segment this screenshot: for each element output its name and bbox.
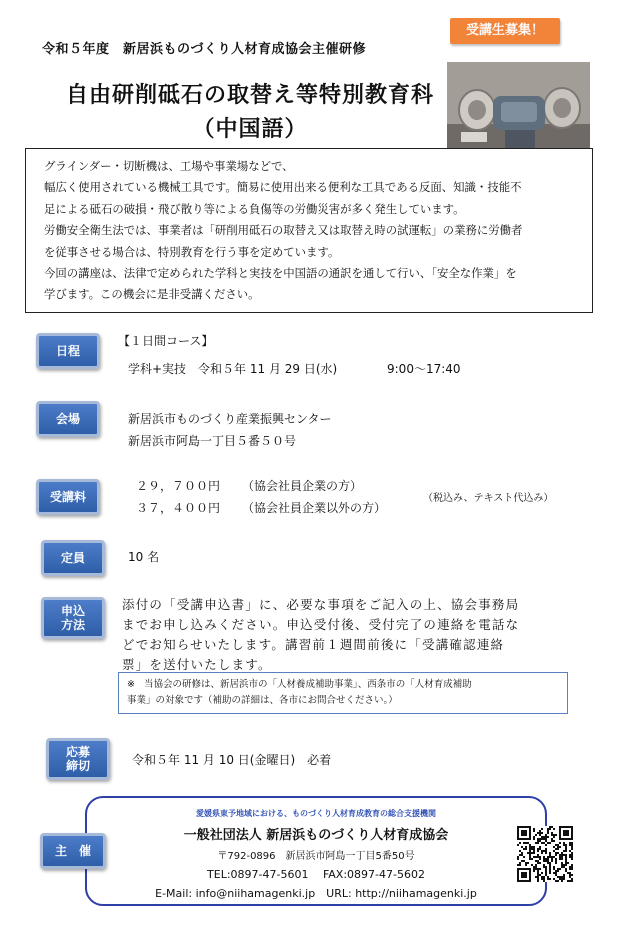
schedule-time: 9:00～17:40 (387, 362, 461, 376)
recruit-badge: 受講生募集！ (450, 18, 560, 44)
intro-line: 労働安全衛生法では、事業者は「研削用砥石の取替え又は取替え時の試運転」の業務に労働者 (44, 223, 523, 238)
organizer-address: 〒792-0896 新居浜市阿島一丁目5番50号 (217, 851, 415, 862)
venue-name: 新居浜市ものづくり産業振興センター (128, 412, 332, 426)
venue-label: 会場 (36, 401, 100, 437)
header-event-line: 令和５年度 新居浜ものづくり人材育成協会主催研修 (42, 42, 367, 57)
subsidy-note-box (118, 672, 568, 714)
bench-grinder-photo (447, 62, 590, 158)
intro-line: 今回の講座は、法律で定められた学科と実技を中国語の通訳を通して行い、「安全な作業」を (44, 266, 517, 281)
application-line: どでお知らせいたします。講習前１週間前後に「受講確認連絡 (122, 637, 505, 652)
application-text (122, 595, 519, 675)
fee-member-price: ２９，７００円 (136, 479, 221, 493)
fee-nonmember-note: （協会社員企業以外の方） (242, 501, 387, 515)
note-line: 当協会の研修は、新居浜市の「人材養成補助事業」、西条市の「人材育成補助 (144, 679, 472, 690)
organizer-name: 一般社団法人 新居浜ものづくり人材育成協会 (183, 828, 449, 843)
schedule-label: 日程 (36, 333, 100, 369)
fee-nonmember-price: ３７，４００円 (136, 501, 221, 515)
organizer-label: 主 催 (40, 833, 106, 869)
organizer-tagline: 愛媛県東予地域における、ものづくり人材育成教育の総合支援機関 (196, 809, 436, 818)
application-line: までお申し込みください。申込受付後、受付完了の連絡を電話な (122, 617, 520, 632)
deadline-value: 令和５年 11 月 10 日(金曜日) 必着 (132, 753, 332, 767)
note-mark: ※ (127, 679, 135, 690)
capacity-label: 定員 (41, 540, 105, 576)
qr-code-graphic (517, 826, 573, 882)
note-line: 事業」の対象です（補助の詳細は、各市にお問合せください。） (127, 695, 398, 706)
intro-box (25, 148, 593, 313)
application-label-line: 方法 (60, 618, 85, 632)
intro-line: を従事させる場合は、特別教育を行う事を定めています。 (44, 244, 340, 259)
capacity-value: 10 名 (128, 550, 160, 564)
organizer-email-url: E-Mail: info@niihamagenki.jp URL: http://niihamagenki.jp (155, 887, 477, 900)
application-label-line: 申込 (60, 604, 85, 618)
intro-line: グラインダー・切断機は、工場や事業場などで、 (44, 159, 294, 173)
page-subtitle: （中国語） (192, 117, 308, 142)
fee-tax-note: （税込み、テキスト代込み） (423, 493, 554, 504)
intro-line: 幅広く使用されている機械工具です。簡易に使用出来る便利な工具である反面、知識・技能不 (44, 180, 522, 195)
application-line: 票」を送付いたします。 (122, 657, 272, 672)
fee-member-note: （協会社員企業の方） (242, 479, 363, 493)
venue-address: 新居浜市阿島一丁目５番５０号 (128, 434, 297, 448)
application-label (41, 597, 105, 639)
schedule-course: 【１日間コース】 (118, 334, 214, 348)
page-title: 自由研削砥石の取替え等特別教育科 (65, 83, 434, 108)
application-line: 添付の「受講申込書」に、必要な事項をご記入の上、協会事務局 (122, 597, 520, 612)
organizer-phone-fax: TEL:0897-47-5601 FAX:0897-47-5602 (207, 868, 425, 881)
schedule-detail: 学科+実技 令和５年 11 月 29 日(水) (128, 362, 338, 376)
intro-line: 足による砥石の破損・飛び散り等による負傷等の労働災害が多く発生しています。 (44, 201, 465, 216)
grinder-illustration (447, 62, 590, 158)
intro-line: 学びます。この機会に是非受講ください。 (44, 287, 260, 302)
fee-label: 受講料 (36, 479, 100, 515)
deadline-label (46, 738, 110, 780)
qr-code-icon (517, 826, 573, 882)
deadline-label-line: 応募 (65, 745, 90, 759)
deadline-label-line: 締切 (65, 759, 90, 773)
